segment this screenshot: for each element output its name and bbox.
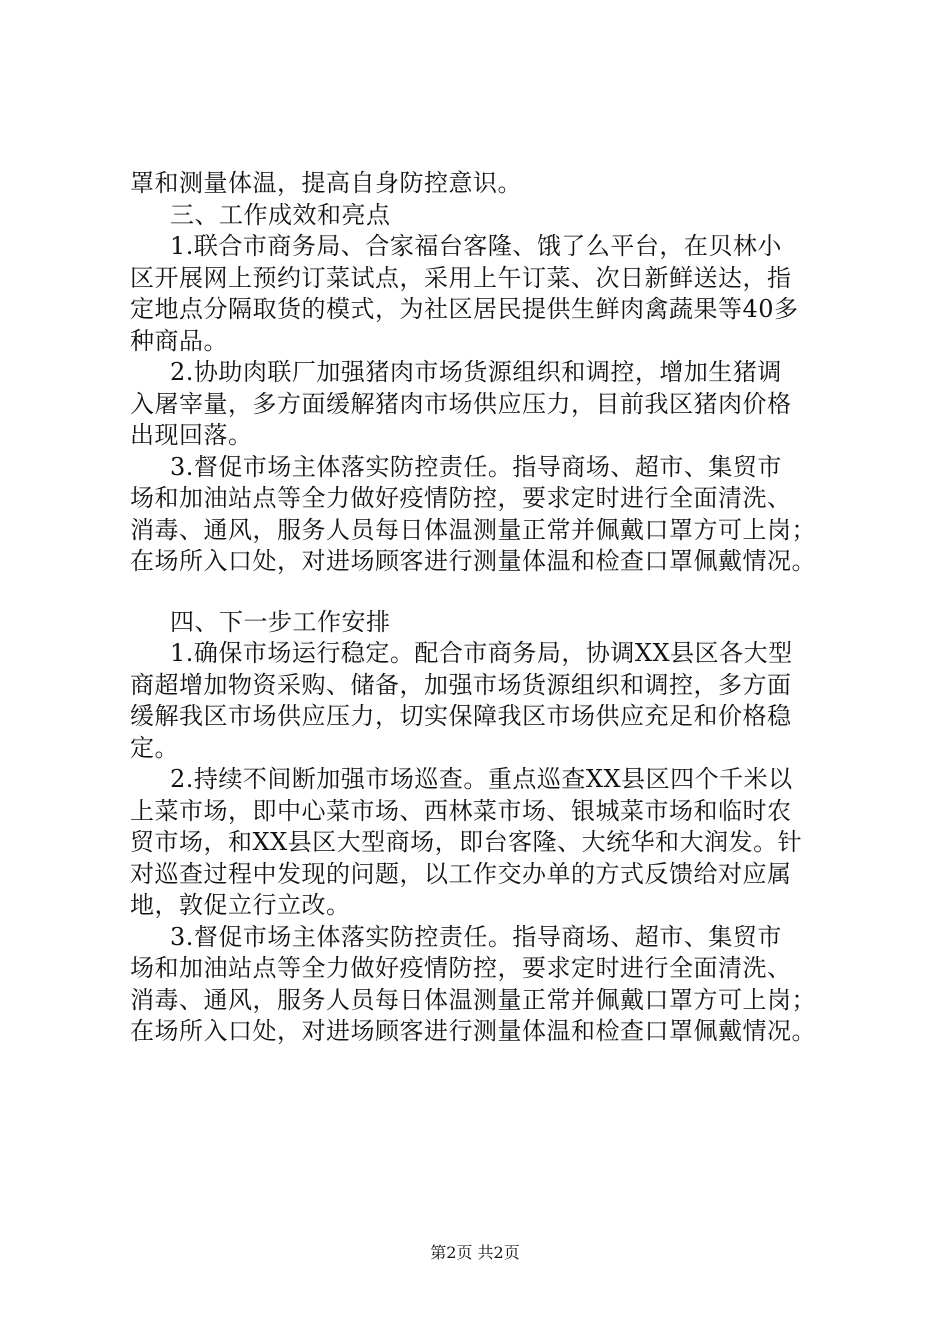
paragraph-line: 贸市场，和XX县区大型商场，即台客隆、大统华和大润发。针 [130,828,803,856]
paragraph-line: 消毒、通风，服务人员每日体温测量正常并佩戴口罩方可上岗； [130,515,816,544]
section3-item-3 [130,452,830,578]
paragraph-line: 场和加油站点等全力做好疫情防控，要求定时进行全面清洗、 [130,954,792,982]
paragraph-line: 3.督促市场主体落实防控责任。指导商场、超市、集贸市 [170,452,782,481]
paragraph-line: 定地点分隔取货的模式，为社区居民提供生鲜肉禽蔬果等40多 [130,295,799,323]
paragraph-line: 2.持续不间断加强市场巡查。重点巡查XX县区四个千米以 [170,765,793,793]
paragraph-line: 上菜市场，即中心菜市场、西林菜市场、银城菜市场和临时农 [130,796,792,825]
paragraph-line: 场和加油站点等全力做好疫情防控，要求定时进行全面清洗、 [130,484,792,512]
paragraph-line: 出现回落。 [130,421,253,449]
paragraph-line: 在场所入口处，对进场顾客进行测量体温和检查口罩佩戴情况。 [130,547,816,575]
section4-item-1 [130,638,830,764]
paragraph-line: 消毒、通风，服务人员每日体温测量正常并佩戴口罩方可上岗； [130,985,816,1014]
section4-heading: 四、下一步工作安排 [170,607,391,636]
page-number-footer: 第2页 共2页 [430,1243,520,1262]
paragraph-line: 入屠宰量，多方面缓解猪肉市场供应压力，目前我区猪肉价格 [130,389,792,418]
section3-heading: 三、工作成效和亮点 [170,200,391,229]
paragraph-line: 1.联合市商务局、合家福台客隆、饿了么平台，在贝林小 [170,232,782,260]
paragraph-line: 1.确保市场运行稳定。配合市商务局，协调XX县区各大型 [170,639,793,667]
paragraph-line: 地，敦促立行立改。 [130,891,351,919]
paragraph-line: 在场所入口处，对进场顾客进行测量体温和检查口罩佩戴情况。 [130,1017,816,1045]
paragraph-line: 定。 [130,733,179,762]
paragraph-line: 缓解我区市场供应压力，切实保障我区市场供应充足和价格稳 [130,702,792,730]
section4-item-2 [130,764,830,922]
section3-item-1 [130,231,830,357]
document-body [130,168,830,1048]
paragraph-line: 种商品。 [130,326,228,355]
section-spacer [130,578,830,607]
paragraph-line: 2.协助肉联厂加强猪肉市场货源组织和调控，增加生猪调 [170,358,782,386]
section3-tail-line: 罩和测量体温，提高自身防控意识。 [130,169,522,197]
paragraph-line: 对巡查过程中发现的问题，以工作交办单的方式反馈给对应属 [130,859,792,888]
paragraph-line: 3.督促市场主体落实防控责任。指导商场、超市、集贸市 [170,922,782,951]
section4-item-3 [130,922,830,1048]
section3-item-2 [130,357,830,452]
paragraph-line: 商超增加物资采购、储备，加强市场货源组织和调控，多方面 [130,670,792,699]
paragraph-line: 区开展网上预约订菜试点，采用上午订菜、次日新鲜送达，指 [130,263,792,292]
